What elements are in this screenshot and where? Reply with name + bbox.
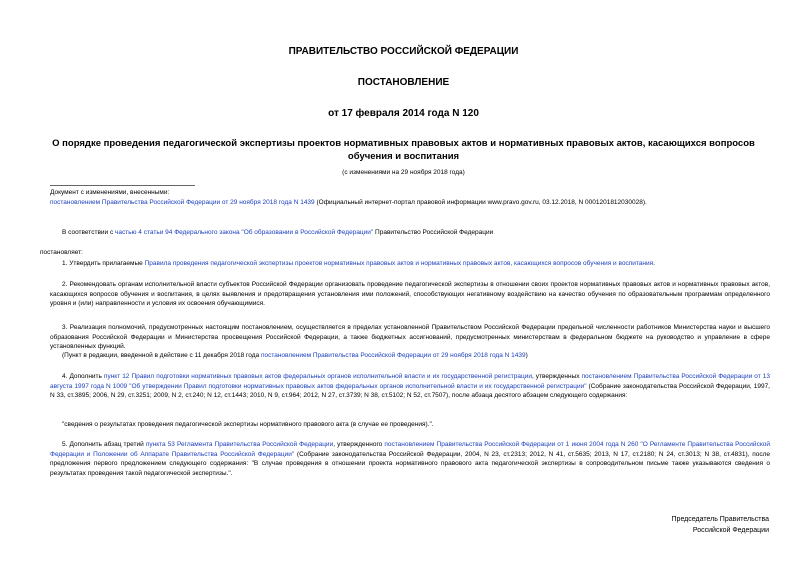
resolves-label: постановляет: <box>40 249 83 256</box>
paragraph-3-note <box>62 351 782 361</box>
p4-prefix: 4. Дополнить <box>62 373 104 380</box>
document-type: ПОСТАНОВЛЕНИЕ <box>357 77 450 88</box>
rules-link[interactable]: Правила проведения педагогической экспертизы проектов нормативных правовых актов и нормативных правовых актов, касающихся вопросов обучения и воспитания <box>144 260 654 267</box>
law-link[interactable]: частью 4 статьи 94 Федерального закона "Об образовании в Российской Федерации" <box>115 229 374 236</box>
signature-block <box>672 514 769 536</box>
signature-line-2: Российской Федерации <box>692 527 769 534</box>
preamble-suffix: Правительство Российской Федерации <box>373 229 494 236</box>
p1-suffix: . <box>653 260 655 267</box>
paragraph-3: 3. Реализация полномочий, предусмотренных настоящим постановлением, осуществляется в пределах установленной Правительством Российской Федерации предельной численности работников Министерства науки и высшего образования Российской Федерации и Министерства просвещения Российской Федерации, а также бюджетных ассигнований, предусмотренных министерствам в федеральном бюджете на руководство и управление в сфере установленных функций. <box>50 324 770 350</box>
signature-line-1: Председатель Правительства <box>671 516 769 523</box>
amendment-link[interactable]: постановлением Правительства Российской Федерации от 29 ноября 2018 года N 1439 <box>50 199 315 206</box>
preamble <box>62 228 782 238</box>
document-title: О порядке проведения педагогической экспертизы проектов нормативных правовых актов и нормативных правовых актов, касающихся вопросов обучения и воспитания <box>52 138 755 162</box>
changes-source: (Официальный интернет-портал правовой информации www.pravo.gov.ru, 03.12.2018, N 0001201812030028). <box>314 199 647 206</box>
government-heading: ПРАВИТЕЛЬСТВО РОССИЙСКОЙ ФЕДЕРАЦИИ <box>288 46 519 57</box>
p5-regulation-link[interactable]: пункта 53 Регламента Правительства Российской Федерации <box>145 441 334 448</box>
p5-prefix: 5. Дополнить абзац третий <box>62 441 146 448</box>
document-date-number: от 17 февраля 2014 года N 120 <box>328 108 479 119</box>
amendment-status: (с изменениями на 29 ноября 2018 года) <box>342 169 465 176</box>
p3-note-link[interactable]: постановлением Правительства Российской Федерации от 29 ноября 2018 года N 1439 <box>260 352 526 359</box>
p4-resolution-link[interactable]: постановлением Правительства Российской Федерации от 13 августа 1997 года N 1009 "Об утверждении Правил подготовки нормативных правовых актов федеральных органов исполнительной власти и их государственной регистрации" <box>50 373 770 390</box>
p5-mid: , утвержденного <box>333 441 385 448</box>
p3-note-prefix: (Пункт в редакции, введенной в действие с 11 декабря 2018 года <box>62 352 261 359</box>
p5-suffix: (Собрание законодательства Российской Федерации, 2004, N 23, ст.2313; 2012, N 41, ст.5635; 2013, N 17, ст.2180; N 24, ст.3013; N 38, ст.4831), после предложения первого предложением следующего содержания: "В случае проведения в отношении проекта нормативного правового акта педагогической экспертизы в сопроводительном письме также указываются сведения о результатах проведения такой педагогической экспертизы.". <box>50 450 770 477</box>
p1-prefix: 1. Утвердить прилагаемые <box>62 260 145 267</box>
paragraph-4 <box>50 372 770 401</box>
preamble-prefix: В соответствии с <box>62 229 116 236</box>
p5-resolution-link[interactable]: постановлением Правительства Российской Федерации от 1 июня 2004 года N 260 "О Регламенте Правительства Российской Федерации и Положении об Аппарате Правительства Российской Федерации" <box>50 441 770 458</box>
paragraph-4-quote: "сведения о результатах проведения педагогической экспертизы нормативного правового акта (в случае ее проведения).". <box>62 421 434 428</box>
paragraph-5 <box>50 440 770 478</box>
p4-mid: , утвержденных <box>531 373 582 380</box>
changes-reference <box>50 198 770 208</box>
p4-rules-link[interactable]: пункт 12 Правил подготовки нормативных правовых актов федеральных органов исполнительной власти и их государственной регистрации <box>103 373 532 380</box>
divider <box>50 185 195 186</box>
p3-note-suffix: ) <box>525 352 528 359</box>
p4-suffix: (Собрание законодательства Российской Федерации, 1997, N 33, ст.3895; 2006, N 29, ст.3251; 2009, N 2, ст.240; N 12, ст.1443; 2010, N 9, ст.964; 2012, N 27, ст.3739; N 38, ст.5102; N 52, ст.7507), после абзаца десятого абзацем следующего содержания: <box>50 382 770 399</box>
paragraph-2: 2. Рекомендовать органам исполнительной власти субъектов Российской Федерации организовать проведение педагогической экспертизы в отношении своих проектов нормативных правовых актов и нормативных правовых актов, касающихся вопросов обучения и воспитания, в целях выявления и предотвращения установления ими положений, способствующих негативному воздействию на качество обучения по образовательным программам определенного уровня и (или) направленности и условия их освоения обучающимися. <box>50 281 770 307</box>
paragraph-1 <box>62 259 782 269</box>
changes-intro: Документ с изменениями, внесенными: <box>50 189 170 196</box>
